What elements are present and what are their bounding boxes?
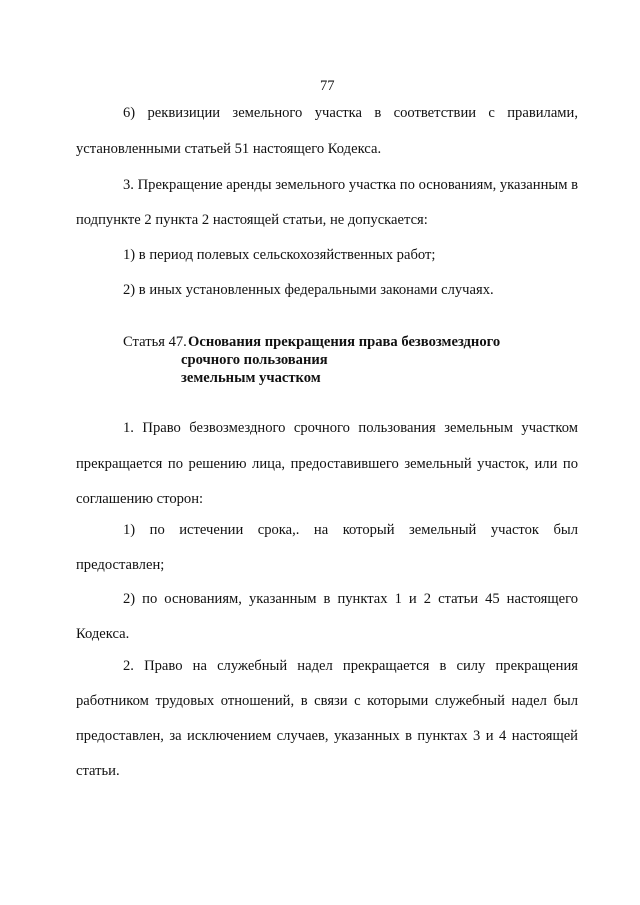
paragraph-line: соглашению сторон: xyxy=(76,491,204,507)
paragraph-line: предоставлен, за исключением случаев, указанных в пунктах 3 и 4 настоящей xyxy=(76,728,578,744)
paragraph-line: 1. Право безвозмездного срочного пользования земельным участком xyxy=(123,420,578,436)
list-item: 2) в иных установленных федеральными законами случаях. xyxy=(123,282,494,298)
paragraph-line: 2. Право на служебный надел прекращается в силу прекращения xyxy=(123,658,578,674)
article-title-line: Основания прекращения права безвозмездного xyxy=(188,334,501,350)
list-item: 1) в период полевых сельскохозяйственных работ; xyxy=(123,247,436,263)
paragraph-line: прекращается по решению лица, предоставившего земельный участок, или по xyxy=(76,456,578,472)
paragraph-line: работником трудовых отношений, в связи с которыми служебный надел был xyxy=(76,693,578,709)
paragraph-line: статьи. xyxy=(76,763,120,779)
article-title-line: срочного пользования xyxy=(181,352,328,368)
article-label: Статья 47. xyxy=(123,334,187,350)
paragraph-line: 6) реквизиции земельного участка в соответствии с правилами, xyxy=(123,105,578,121)
list-item-line: 2) по основаниям, указанным в пунктах 1 и 2 статьи 45 настоящего xyxy=(123,591,578,607)
paragraph-line: 3. Прекращение аренды земельного участка по основаниям, указанным в xyxy=(123,177,578,193)
list-item-line: 1) по истечении срока,. на который земельный участок был xyxy=(123,522,578,538)
paragraph-line: подпункте 2 пункта 2 настоящей статьи, не допускается: xyxy=(76,212,428,228)
paragraph-line: установленными статьей 51 настоящего Кодекса. xyxy=(76,141,382,157)
list-item-line: Кодекса. xyxy=(76,626,130,642)
article-title-line: земельным участком xyxy=(181,370,321,386)
page-number: 77 xyxy=(320,78,335,94)
list-item-line: предоставлен; xyxy=(76,557,165,573)
